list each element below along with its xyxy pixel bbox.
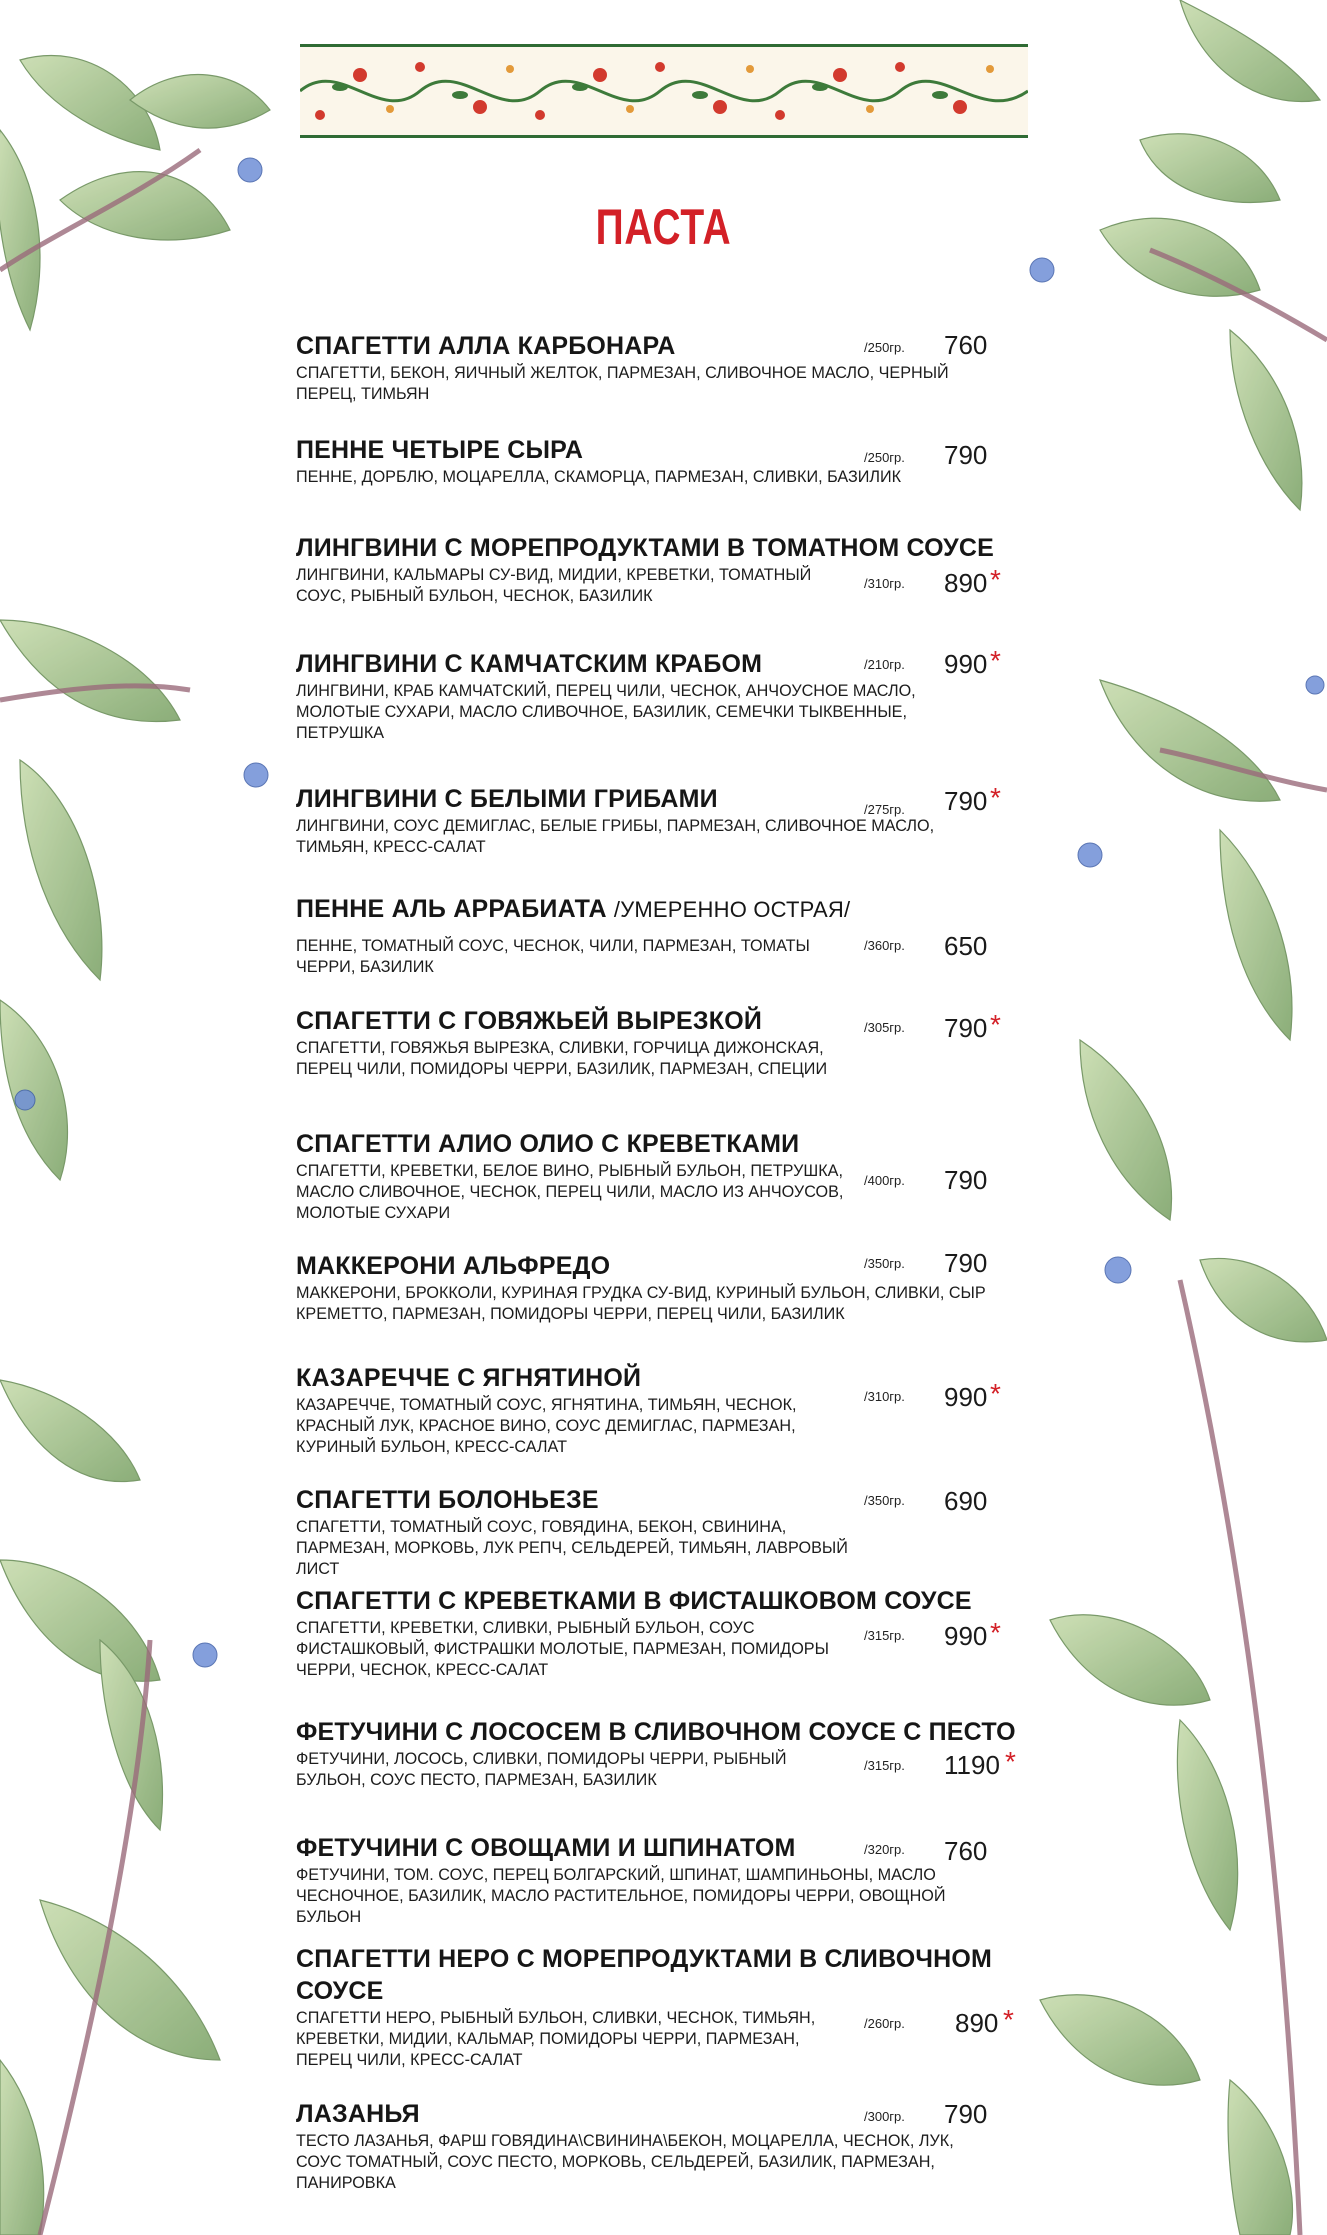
dish-title: ЛИНГВИНИ С КАМЧАТСКИМ КРАБОМ — [296, 650, 763, 678]
dish-name — [296, 783, 1056, 815]
dish-title: СПАГЕТТИ С ГОВЯЖЬЕЙ ВЫРЕЗКОЙ — [296, 1007, 763, 1035]
dish-name — [296, 1484, 1056, 1516]
dish-weight: /400гр. — [864, 1173, 905, 1188]
dish-price: 760 — [944, 1836, 988, 1866]
dish-description: ФЕТУЧИНИ, ТОМ. СОУС, ПЕРЕЦ БОЛГАРСКИЙ, ШПИНАТ, ШАМПИНЬОНЫ, МАСЛО ЧЕСНОЧНОЕ, БАЗИЛИК, МАСЛО РАСТИТЕЛЬНОЕ, ПОМИДОРЫ ЧЕРРИ, ОВОЩНОЙ БУЛЬОН — [296, 1866, 946, 1926]
menu-item — [296, 1832, 1056, 1928]
dish-weight: /260гр. — [864, 2016, 905, 2031]
dish-title: КАЗАРЕЧЧЕ С ЯГНЯТИНОЙ — [296, 1364, 642, 1392]
dish-price: 990 — [944, 649, 988, 679]
dish-weight: /360гр. — [864, 938, 905, 953]
dish-title: ПЕННЕ ЧЕТЫРЕ СЫРА — [296, 436, 584, 464]
dish-name — [296, 434, 1056, 466]
dish-note: /УМЕРЕННО ОСТРАЯ/ — [613, 897, 851, 922]
menu-item — [296, 2098, 1056, 2194]
menu-item — [296, 783, 1056, 858]
dish-title: ФЕТУЧИНИ С ОВОЩАМИ И ШПИНАТОМ — [296, 1834, 796, 1862]
dish-price: 760 — [944, 330, 988, 360]
dish-weight: /250гр. — [864, 340, 905, 355]
dish-description: СПАГЕТТИ, ГОВЯЖЬЯ ВЫРЕЗКА, СЛИВКИ, ГОРЧИЦА ДИЖОНСКАЯ, ПЕРЕЦ ЧИЛИ, ПОМИДОРЫ ЧЕРРИ, БАЗИЛИК, ПАРМЕЗАН, СПЕЦИИ — [296, 1039, 828, 1078]
dish-name — [296, 1585, 1056, 1617]
menu-item — [296, 532, 1056, 607]
dish-title: СПАГЕТТИ АЛИО ОЛИО С КРЕВЕТКАМИ — [296, 1130, 800, 1158]
menu-item — [296, 1943, 1056, 2071]
dish-title: ФЕТУЧИНИ С ЛОСОСЕМ В СЛИВОЧНОМ СОУСЕ С ПЕСТО — [296, 1718, 1016, 1746]
dish-description: ФЕТУЧИНИ, ЛОСОСЬ, СЛИВКИ, ПОМИДОРЫ ЧЕРРИ, РЫБНЫЙ БУЛЬОН, СОУС ПЕСТО, ПАРМЕЗАН, БАЗИЛИК — [296, 1750, 787, 1789]
dish-description: ТЕСТО ЛАЗАНЬЯ, ФАРШ ГОВЯДИНА\СВИНИНА\БЕКОН, МОЦАРЕЛЛА, ЧЕСНОК, ЛУК, СОУС ТОМАТНЫЙ, СОУС ПЕСТО, МОРКОВЬ, СЕЛЬДЕРЕЙ, БАЗИЛИК, ПАРМЕЗАН, ПАНИРОВКА — [296, 2132, 954, 2192]
dish-weight: /275гр. — [864, 802, 905, 817]
dish-price: 790 — [944, 2099, 988, 2129]
dish-title: СПАГЕТТИ БОЛОНЬЕЗЕ — [296, 1486, 599, 1514]
dish-name — [296, 1943, 1016, 2007]
price-asterisk: * — [1005, 1746, 1016, 1777]
dish-description: ПЕННЕ, ДОРБЛЮ, МОЦАРЕЛЛА, СКАМОРЦА, ПАРМЕЗАН, СЛИВКИ, БАЗИЛИК — [296, 468, 902, 486]
dish-price: 790 — [944, 1013, 988, 1043]
dish-title: СПАГЕТТИ НЕРО С МОРЕПРОДУКТАМИ В СЛИВОЧНОМ СОУСЕ — [296, 1945, 993, 2005]
dish-price: 790 — [944, 1165, 988, 1195]
menu-item — [296, 1250, 1056, 1325]
dish-weight: /300гр. — [864, 2109, 905, 2124]
price-asterisk: * — [990, 1009, 1001, 1040]
price-asterisk: * — [990, 1617, 1001, 1648]
dish-title: ЛИНГВИНИ С БЕЛЫМИ ГРИБАМИ — [296, 785, 718, 813]
dish-title: ПЕННЕ АЛЬ АРРАБИАТА — [296, 895, 607, 923]
dish-title: ЛИНГВИНИ С МОРЕПРОДУКТАМИ В ТОМАТНОМ СОУСЕ — [296, 534, 995, 562]
dish-price: 690 — [944, 1486, 988, 1516]
dish-price: 890 — [955, 2008, 999, 2038]
dish-description: ЛИНГВИНИ, КАЛЬМАРЫ СУ-ВИД, МИДИИ, КРЕВЕТКИ, ТОМАТНЫЙ СОУС, РЫБНЫЙ БУЛЬОН, ЧЕСНОК, БАЗИЛИК — [296, 566, 812, 605]
dish-price: 990 — [944, 1621, 988, 1651]
dish-weight: /310гр. — [864, 1389, 905, 1404]
dish-title: СПАГЕТТИ АЛЛА КАРБОНАРА — [296, 332, 676, 360]
price-asterisk: * — [990, 782, 1001, 813]
dish-name — [296, 2098, 1056, 2130]
section-title: ПАСТА — [595, 199, 732, 255]
dish-price: 990 — [944, 1382, 988, 1412]
dish-weight: /250гр. — [864, 450, 905, 465]
dish-name — [296, 330, 1056, 362]
dish-description: МАККЕРОНИ, БРОККОЛИ, КУРИНАЯ ГРУДКА СУ-ВИД, КУРИНЫЙ БУЛЬОН, СЛИВКИ, СЫР КРЕМЕТТО, ПАРМЕЗАН, ПОМИДОРЫ ЧЕРРИ, ПЕРЕЦ ЧИЛИ, БАЗИЛИК — [296, 1284, 986, 1323]
dish-name — [296, 1128, 1056, 1160]
price-asterisk: * — [990, 564, 1001, 595]
dish-title: МАККЕРОНИ АЛЬФРЕДО — [296, 1252, 611, 1280]
dish-description: ПЕННЕ, ТОМАТНЫЙ СОУС, ЧЕСНОК, ЧИЛИ, ПАРМЕЗАН, ТОМАТЫ ЧЕРРИ, БАЗИЛИК — [296, 937, 810, 976]
dish-description: СПАГЕТТИ, КРЕВЕТКИ, БЕЛОЕ ВИНО, РЫБНЫЙ БУЛЬОН, ПЕТРУШКА, МАСЛО СЛИВОЧНОЕ, ЧЕСНОК, ПЕРЕЦ ЧИЛИ, МАСЛО ИЗ АНЧОУСОВ, МОЛОТЫЕ СУХАРИ — [296, 1162, 844, 1222]
dish-name — [296, 893, 1056, 926]
dish-title: ЛАЗАНЬЯ — [296, 2100, 420, 2128]
menu-item — [296, 1484, 1056, 1580]
dish-price: 790 — [944, 1248, 988, 1278]
menu-item — [296, 330, 1056, 405]
dish-description: СПАГЕТТИ, КРЕВЕТКИ, СЛИВКИ, РЫБНЫЙ БУЛЬОН, СОУС ФИСТАШКОВЫЙ, ФИСТРАШКИ МОЛОТЫЕ, ПАРМЕЗАН, ПОМИДОРЫ ЧЕРРИ, ЧЕСНОК, КРЕСС-САЛАТ — [296, 1619, 829, 1679]
dish-description: СПАГЕТТИ НЕРО, РЫБНЫЙ БУЛЬОН, СЛИВКИ, ЧЕСНОК, ТИМЬЯН, КРЕВЕТКИ, МИДИИ, КАЛЬМАР, ПОМИДОРЫ ЧЕРРИ, ПАРМЕЗАН, ПЕРЕЦ ЧИЛИ, КРЕСС-САЛАТ — [296, 2009, 816, 2069]
price-asterisk: * — [990, 1378, 1001, 1409]
dish-name — [296, 1250, 1056, 1282]
dish-weight: /350гр. — [864, 1493, 905, 1508]
dish-weight: /350гр. — [864, 1256, 905, 1271]
dish-weight: /310гр. — [864, 576, 905, 591]
dish-weight: /315гр. — [864, 1758, 905, 1773]
dish-price: 790 — [944, 786, 988, 816]
menu-item — [296, 1585, 1056, 1681]
dish-name — [296, 1362, 1056, 1394]
dish-name — [296, 1005, 1056, 1037]
dish-name — [296, 648, 1056, 680]
dish-description: ЛИНГВИНИ, СОУС ДЕМИГЛАС, БЕЛЫЕ ГРИБЫ, ПАРМЕЗАН, СЛИВОЧНОЕ МАСЛО, ТИМЬЯН, КРЕСС-САЛАТ — [296, 817, 935, 856]
menu-item — [296, 434, 1056, 488]
dish-name — [296, 532, 1056, 564]
dish-name — [296, 1716, 1056, 1748]
dish-weight: /210гр. — [864, 657, 905, 672]
menu-item — [296, 1362, 1056, 1458]
dish-description: ЛИНГВИНИ, КРАБ КАМЧАТСКИЙ, ПЕРЕЦ ЧИЛИ, ЧЕСНОК, АНЧОУСНОЕ МАСЛО, МОЛОТЫЕ СУХАРИ, МАСЛО СЛИВОЧНОЕ, БАЗИЛИК, СЕМЕЧКИ ТЫКВЕННЫЕ, ПЕТРУШКА — [296, 682, 916, 742]
dish-weight: /315гр. — [864, 1628, 905, 1643]
dish-price: 790 — [944, 440, 988, 470]
menu-item — [296, 648, 1056, 744]
price-asterisk: * — [990, 645, 1001, 676]
price-asterisk: * — [1003, 2004, 1014, 2035]
dish-description: СПАГЕТТИ, БЕКОН, ЯИЧНЫЙ ЖЕЛТОК, ПАРМЕЗАН, СЛИВОЧНОЕ МАСЛО, ЧЕРНЫЙ ПЕРЕЦ, ТИМЬЯН — [296, 364, 949, 403]
dish-price: 890 — [944, 568, 988, 598]
menu-item — [296, 1005, 1056, 1080]
menu-item — [296, 1716, 1056, 1791]
dish-description: СПАГЕТТИ, ТОМАТНЫЙ СОУС, ГОВЯДИНА, БЕКОН, СВИНИНА, ПАРМЕЗАН, МОРКОВЬ, ЛУК РЕПЧ, СЕЛЬДЕРЕЙ, ТИМЬЯН, ЛАВРОВЫЙ ЛИСТ — [296, 1518, 848, 1578]
dish-price: 1190 — [944, 1750, 1000, 1780]
dish-weight: /320гр. — [864, 1842, 905, 1857]
menu-item — [296, 1128, 1056, 1224]
ornamental-border — [300, 44, 1028, 138]
dish-name — [296, 1832, 1056, 1864]
dish-price: 650 — [944, 931, 988, 961]
dish-weight: /305гр. — [864, 1020, 905, 1035]
dish-title: СПАГЕТТИ С КРЕВЕТКАМИ В ФИСТАШКОВОМ СОУСЕ — [296, 1587, 972, 1615]
dish-description: КАЗАРЕЧЧЕ, ТОМАТНЫЙ СОУС, ЯГНЯТИНА, ТИМЬЯН, ЧЕСНОК, КРАСНЫЙ ЛУК, КРАСНОЕ ВИНО, СОУС ДЕМИГЛАС, ПАРМЕЗАН, КУРИНЫЙ БУЛЬОН, КРЕСС-САЛАТ — [296, 1396, 797, 1456]
menu-item — [296, 893, 1056, 978]
